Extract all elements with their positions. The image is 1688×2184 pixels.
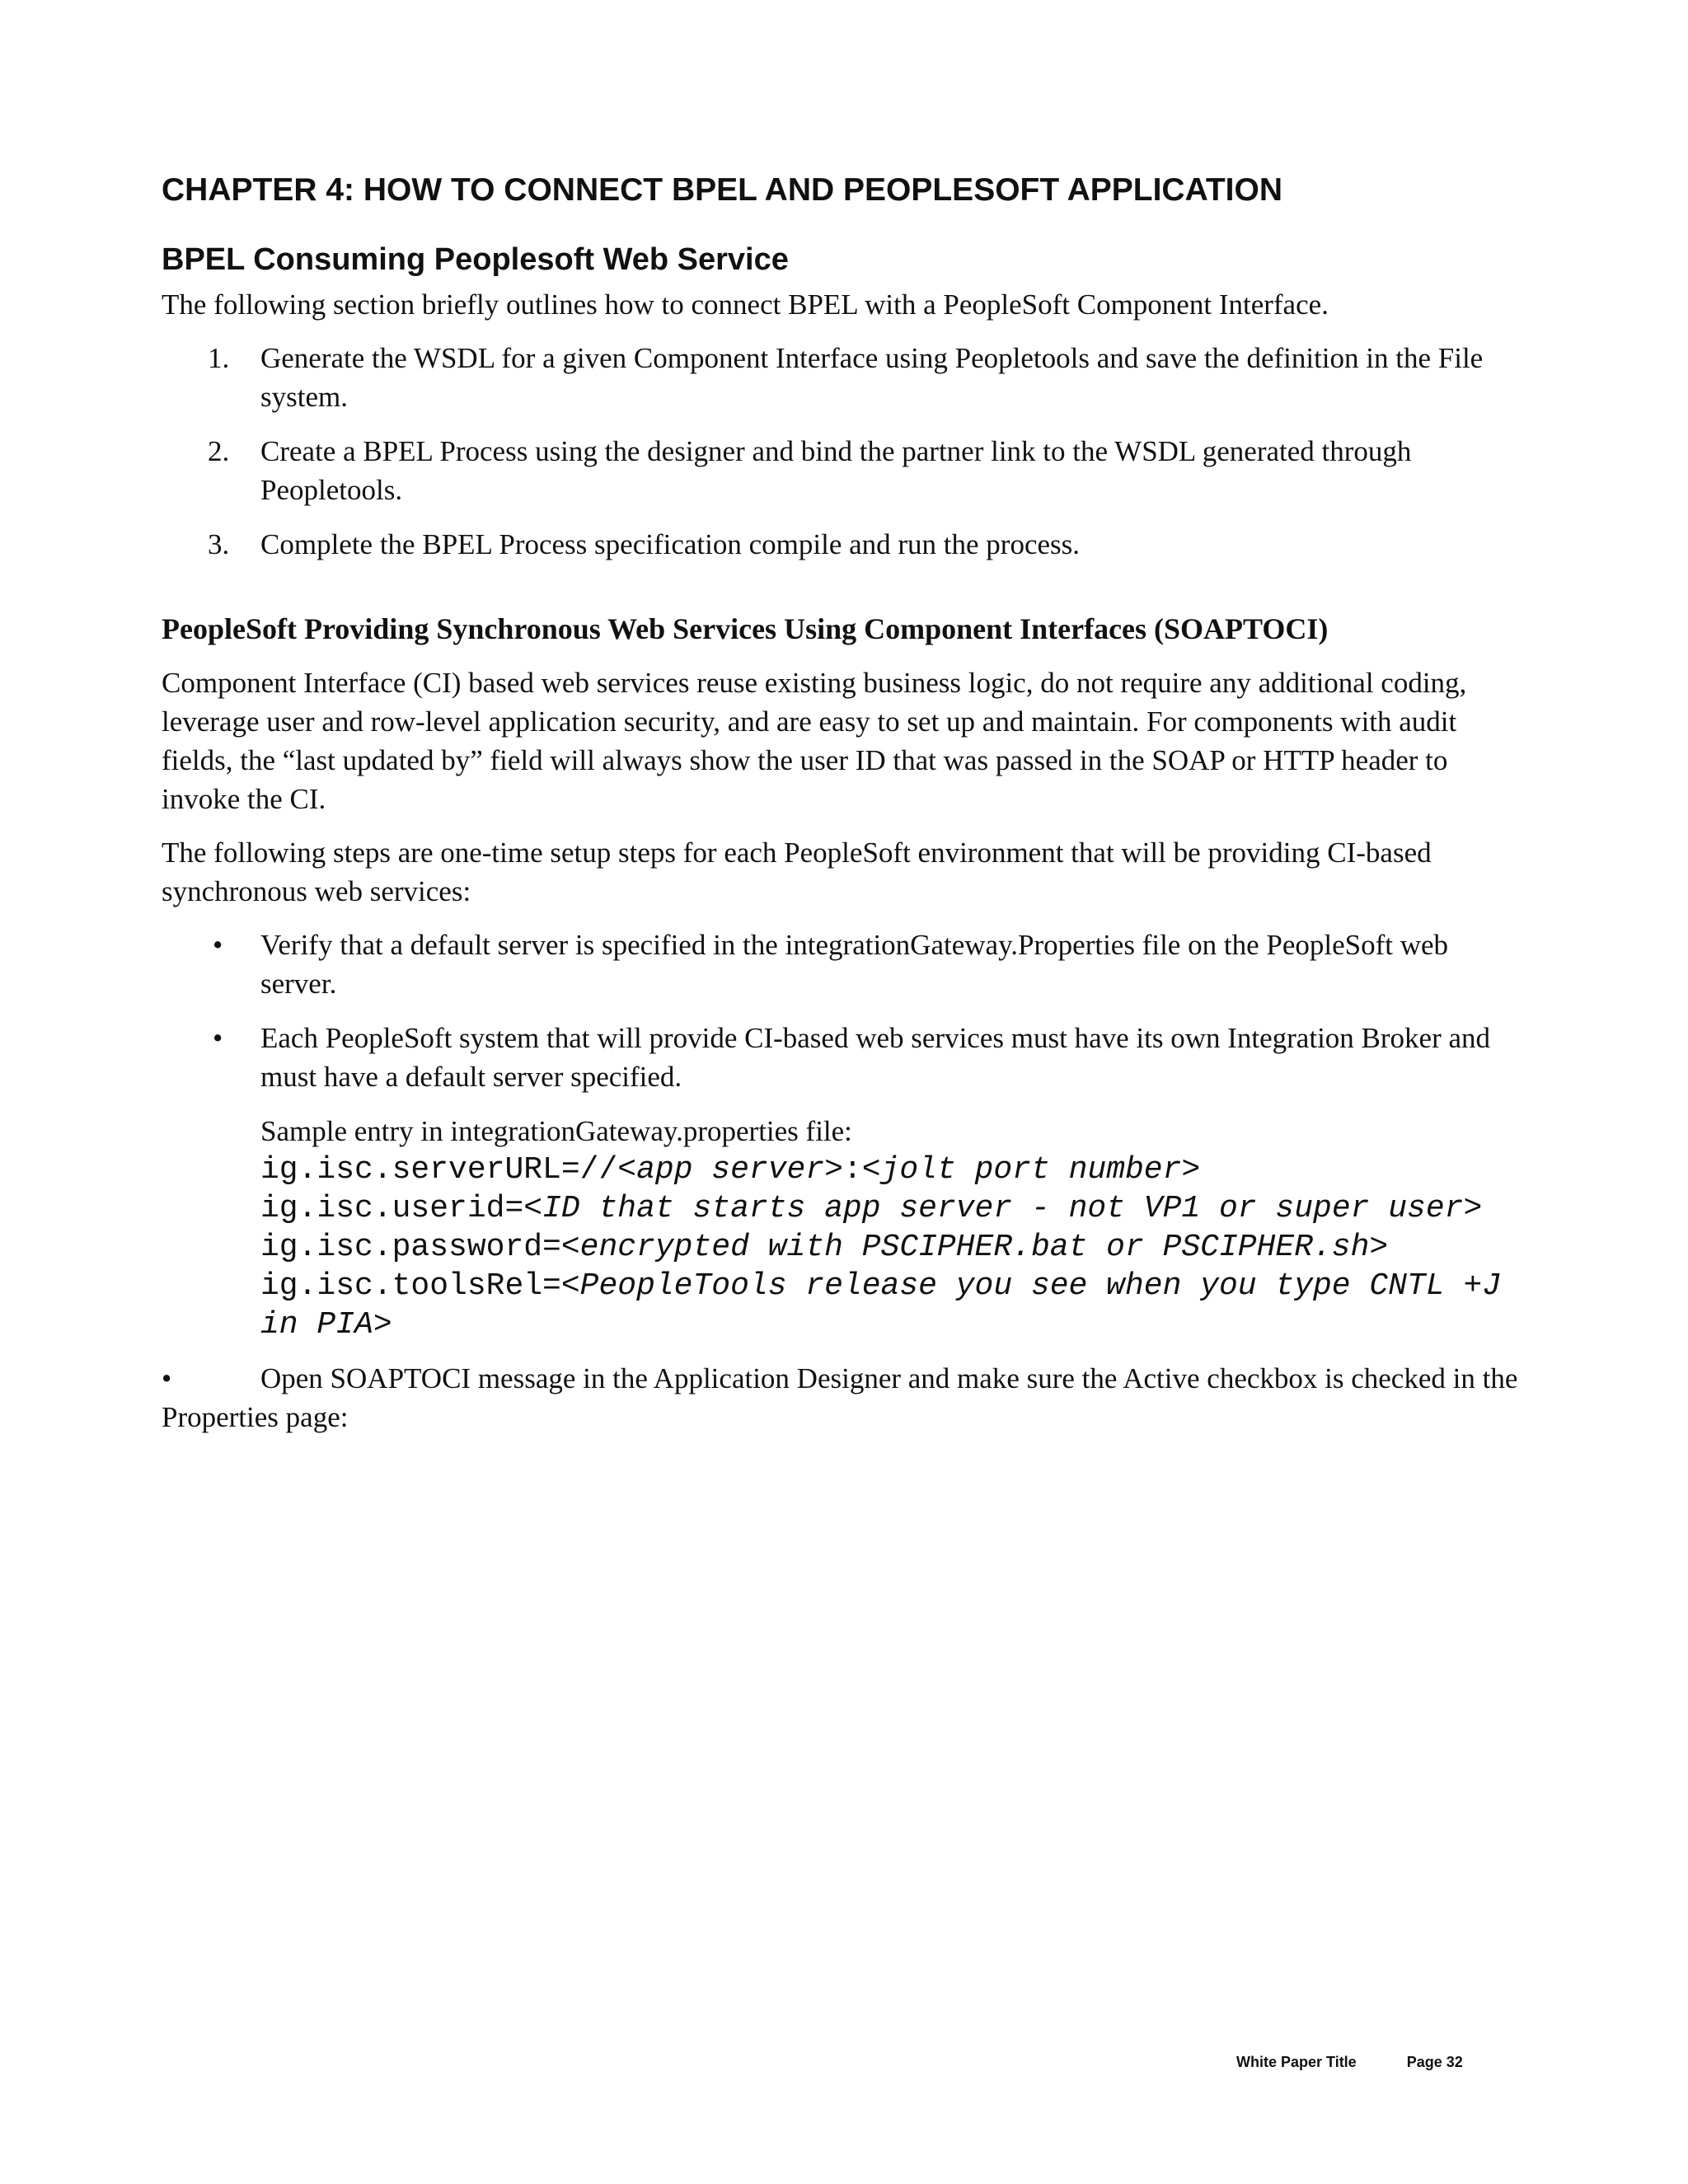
setup-bullets xyxy=(162,926,1530,1096)
code-key: ig.isc.toolsRel= xyxy=(260,1268,561,1305)
step-number: 2. xyxy=(208,435,230,468)
page-number: Page 32 xyxy=(1406,2054,1463,2070)
bullet-icon: • xyxy=(213,929,223,962)
bullet-text: Each PeopleSoft system that will provide CI-based web services must have its own Integration Broker and must have a default server specified. xyxy=(260,1022,1491,1094)
paragraph-setup-steps: The following steps are one-time setup steps for each PeopleSoft environment that will be providing CI-based synchronous web services: xyxy=(162,837,1432,908)
code-placeholder: <encrypted with PSCIPHER.bat or PSCIPHER.sh> xyxy=(560,1230,1389,1266)
step-text: Generate the WSDL for a given Component Interface using Peopletools and save the definition in the File system. xyxy=(260,342,1484,414)
code-key: ig.isc.serverURL=// xyxy=(260,1152,618,1188)
chapter-title: CHAPTER 4: HOW TO CONNECT BPEL AND PEOPLESOFT APPLICATION xyxy=(162,172,1283,208)
paragraph-ci-web-services: Component Interface (CI) based web services reuse existing business logic, do not require any additional coding, leverage user and row-level application security, and are easy to set up and maintain. For components with audit fields, the “last updated by” field will always show the user ID that was passed in the SOAP or HTTP header to invoke the CI. xyxy=(162,667,1467,816)
bullet-text: Verify that a default server is specified in the integrationGateway.Properties file on the PeopleSoft web server. xyxy=(260,929,1449,1001)
list-item xyxy=(162,432,1530,509)
section-title: BPEL Consuming Peoplesoft Web Service xyxy=(162,241,789,277)
page-content xyxy=(162,171,1530,1436)
code-placeholder: <jolt port number> xyxy=(861,1152,1201,1188)
code-separator: : xyxy=(842,1152,862,1188)
step-number: 3. xyxy=(208,528,230,561)
code-key: ig.isc.password= xyxy=(260,1230,561,1266)
sample-label: Sample entry in integrationGateway.properties file: xyxy=(260,1115,852,1148)
bullet-text: Open SOAPTOCI message in the Application Designer and make sure the Active checkbox is checked in the Properties page: xyxy=(162,1362,1518,1434)
step-number: 1. xyxy=(208,342,230,375)
code-block xyxy=(260,1151,1530,1344)
code-key: ig.isc.userid= xyxy=(260,1191,524,1227)
list-item xyxy=(162,339,1530,416)
list-item xyxy=(162,1019,1530,1096)
page-footer xyxy=(1236,2054,1463,2071)
step-text: Create a BPEL Process using the designer and bind the partner link to the WSDL generated through Peopletools. xyxy=(260,435,1412,507)
sample-entry xyxy=(162,1112,1530,1344)
bullet-icon: • xyxy=(162,1362,172,1395)
list-item xyxy=(162,926,1530,1003)
code-placeholder: <app server> xyxy=(617,1152,843,1188)
active-checkbox-instruction xyxy=(162,1359,1530,1436)
subsection-title: PeopleSoft Providing Synchronous Web Services Using Component Interfaces (SOAPTOCI) xyxy=(162,612,1329,646)
code-placeholder: <ID that starts app server - not VP1 or super user> xyxy=(523,1191,1483,1227)
intro-paragraph: The following section briefly outlines how to connect BPEL with a PeopleSoft Component Interface. xyxy=(162,288,1329,321)
bullet-icon: • xyxy=(213,1022,223,1055)
list-item xyxy=(162,525,1530,564)
code-placeholder: <PeopleTools release you see when you type CNTL +J in PIA> xyxy=(260,1268,1520,1343)
step-text: Complete the BPEL Process specification compile and run the process. xyxy=(260,528,1081,561)
steps-list xyxy=(162,339,1530,564)
footer-title: White Paper Title xyxy=(1236,2054,1357,2070)
